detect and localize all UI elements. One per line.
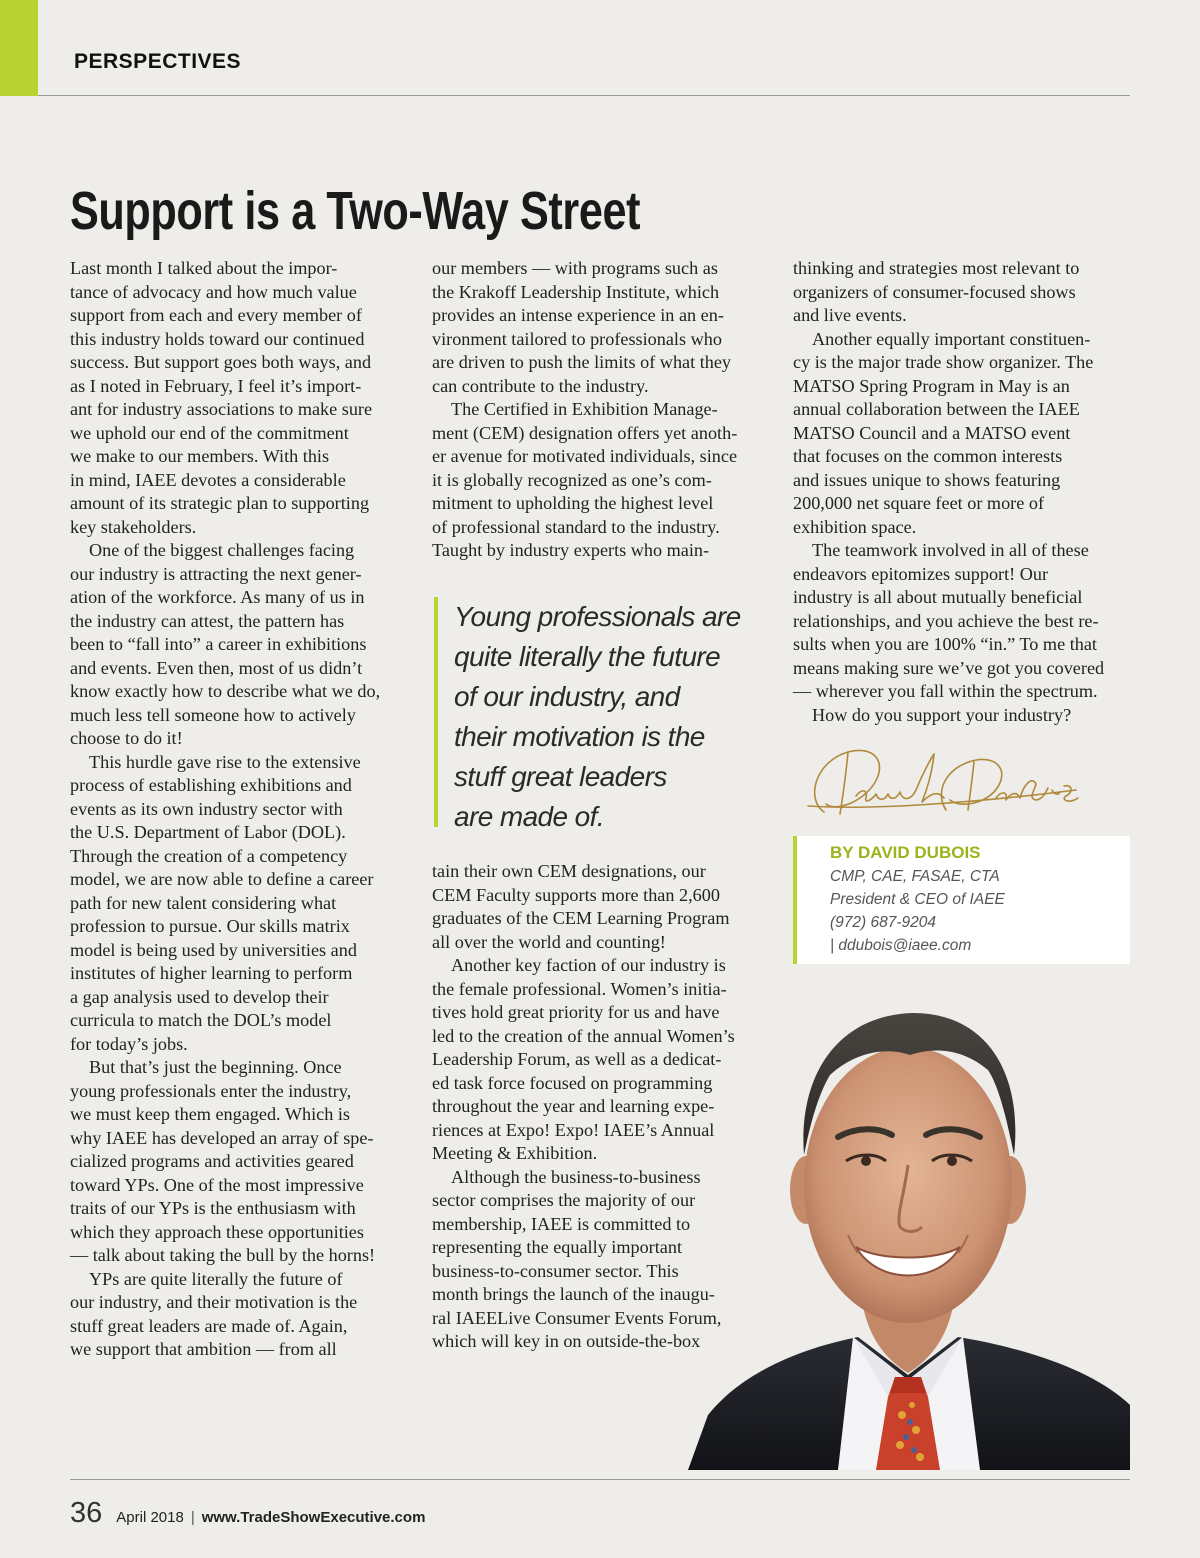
article-text-line: tance of advocacy and how much value xyxy=(70,281,357,302)
article-text-line: tain their own CEM designations, our xyxy=(432,861,706,881)
issue-date: April 2018 xyxy=(116,1509,184,1526)
article-text-line: the Krakoff Leadership Institute, which xyxy=(432,281,720,302)
author-phone: (972) 687-9204 xyxy=(830,914,936,931)
article-text-line: our members — with programs such as xyxy=(432,258,718,278)
article-text-line: and issues unique to shows featuring xyxy=(793,469,1061,490)
article-text-line: the female professional. Women’s initia- xyxy=(432,978,727,999)
article-text-line: throughout the year and learning expe- xyxy=(432,1096,715,1116)
article-text-line: Although the business-to-business xyxy=(451,1166,701,1187)
article-text-line: a gap analysis used to develop their xyxy=(70,986,329,1007)
article-text-line: ment (CEM) designation offers yet anoth- xyxy=(432,422,738,443)
article-text-line: the industry can attest, the pattern has xyxy=(70,610,345,631)
article-text-line: for today’s jobs. xyxy=(70,1033,188,1054)
article-text-line: How do you support your industry? xyxy=(812,704,1072,725)
author-name: BY DAVID DUBOIS xyxy=(830,843,981,862)
article-text-line: and live events. xyxy=(793,305,907,325)
article-text-line: means making sure we’ve got you covered xyxy=(793,657,1105,678)
article-text-line: YPs are quite literally the future of xyxy=(89,1268,343,1289)
article-text-line: One of the biggest challenges facing xyxy=(89,540,355,560)
pull-quote-line: their motivation is the xyxy=(454,721,705,752)
article-text-line: all over the world and counting! xyxy=(432,931,666,952)
article-text-line: we must keep them engaged. Which is xyxy=(70,1104,350,1124)
page-number: 36 xyxy=(70,1497,103,1529)
article-text-line: The Certified in Exhibition Manage- xyxy=(451,399,718,419)
author-email: | ddubois@iaee.com xyxy=(830,937,972,954)
article-text-line: vironment tailored to professionals who xyxy=(432,328,722,349)
article-text-line: ed task force focused on programming xyxy=(432,1072,713,1093)
article-text-line: been to “fall into” a career in exhibitions xyxy=(70,634,367,654)
article-text-line: we uphold our end of the commitment xyxy=(70,422,349,443)
article-text-line: MATSO Council and a MATSO event xyxy=(793,422,1071,443)
article-text-line: representing the equally important xyxy=(432,1237,682,1257)
article-text-line: are driven to push the limits of what they xyxy=(432,352,732,372)
article-text-line: relationships, and you achieve the best re- xyxy=(793,610,1099,631)
article-text-line: month brings the launch of the inaugu- xyxy=(432,1284,715,1304)
page-footer xyxy=(70,1497,425,1530)
article-text-line: Another equally important constituen- xyxy=(812,328,1091,349)
article-text-line: events as its own industry sector with xyxy=(70,798,343,819)
article-text-line: key stakeholders. xyxy=(70,516,197,537)
article-text-line: model, we are now able to define a career xyxy=(70,869,374,889)
article-text-line: our industry, and their motivation is the xyxy=(70,1292,358,1312)
footer-separator: | xyxy=(190,1509,195,1526)
article-text-line: Meeting & Exhibition. xyxy=(432,1143,598,1163)
article-title: Support is a Two-Way Street xyxy=(70,181,641,241)
article-text-line: Another key faction of our industry is xyxy=(451,955,726,975)
author-byline xyxy=(793,836,1130,964)
article-text-line: thinking and strategies most relevant to xyxy=(793,258,1080,278)
article-text-line: This hurdle gave rise to the extensive xyxy=(89,751,361,772)
article-text-line: mitment to upholding the highest level xyxy=(432,493,714,513)
pull-quote-line: are made of. xyxy=(454,801,604,832)
article-text-line: in mind, IAEE devotes a considerable xyxy=(70,469,346,490)
article-text-line: 200,000 net square feet or more of xyxy=(793,493,1045,513)
footer-divider xyxy=(70,1479,1130,1480)
article-text-line: process of establishing exhibitions and xyxy=(70,775,352,795)
article-text-line: curricula to match the DOL’s model xyxy=(70,1010,332,1030)
article-text-line: er avenue for motivated individuals, since xyxy=(432,446,738,466)
article-text-line: of professional standard to the industry. xyxy=(432,516,720,537)
article-text-line: we support that ambition — from all xyxy=(70,1339,337,1359)
article-text-line: toward YPs. One of the most impressive xyxy=(70,1174,364,1195)
article-text-line: cy is the major trade show organizer. The xyxy=(793,352,1094,372)
article-text-line: why IAEE has developed an array of spe- xyxy=(70,1127,374,1148)
article-text-line: endeavors epitomizes support! Our xyxy=(793,563,1049,584)
author-portrait-icon xyxy=(688,985,1130,1470)
article-text-line: MATSO Spring Program in May is an xyxy=(793,375,1070,396)
section-label: PERSPECTIVES xyxy=(74,50,242,73)
article-text-line: annual collaboration between the IAEE xyxy=(793,399,1080,419)
article-text-line: as I noted in February, I feel it’s import- xyxy=(70,375,362,396)
article-text-line: business-to-consumer sector. This xyxy=(432,1260,679,1281)
article-text-line: institutes of higher learning to perform xyxy=(70,963,353,983)
article-text-line: organizers of consumer-focused shows xyxy=(793,281,1076,302)
pull-quote-line: of our industry, and xyxy=(454,681,680,712)
article-column-2-top xyxy=(432,257,737,563)
article-text-line: traits of our YPs is the enthusiasm with xyxy=(70,1198,356,1218)
pull-quote-line: Young professionals are xyxy=(454,601,741,632)
article-text-line: path for new talent considering what xyxy=(70,892,337,913)
article-text-line: and events. Even then, most of us didn’t xyxy=(70,657,363,678)
article-text-line: sults when you are 100% “in.” To me that xyxy=(793,634,1097,654)
article-text-line: led to the creation of the annual Women’s xyxy=(432,1025,735,1046)
article-text-line: support from each and every member of xyxy=(70,305,362,325)
article-text-line: ant for industry associations to make sure xyxy=(70,399,373,419)
article-text-line: choose to do it! xyxy=(70,728,183,748)
article-text-line: know exactly how to describe what we do, xyxy=(70,681,381,701)
article-text-line: our industry is attracting the next gener- xyxy=(70,563,362,584)
article-text-line: industry is all about mutually beneficial xyxy=(793,587,1083,607)
article-text-line: this industry holds toward our continued xyxy=(70,328,365,349)
article-text-line: much less tell someone how to actively xyxy=(70,704,356,725)
article-text-line: amount of its strategic plan to supporting xyxy=(70,493,370,513)
article-text-line: which they approach these opportunities xyxy=(70,1221,364,1242)
article-text-line: exhibition space. xyxy=(793,516,917,537)
article-text-line: model is being used by universities and xyxy=(70,939,357,960)
article-column-3 xyxy=(793,257,1104,727)
article-text-line: sector comprises the majority of our xyxy=(432,1190,696,1210)
pull-quote-line: stuff great leaders xyxy=(454,761,667,792)
article-text-line: — wherever you fall within the spectrum. xyxy=(793,681,1098,701)
website-link[interactable]: www.TradeShowExecutive.com xyxy=(201,1509,426,1526)
signature-icon xyxy=(796,740,1086,830)
author-credentials: CMP, CAE, FASAE, CTA xyxy=(830,868,1000,885)
pull-quote-line: quite literally the future xyxy=(454,641,721,672)
article-text-line: — talk about taking the bull by the horns! xyxy=(70,1245,376,1265)
article-text-line: The teamwork involved in all of these xyxy=(812,540,1089,560)
article-text-line: profession to pursue. Our skills matrix xyxy=(70,916,350,936)
article-column-1 xyxy=(70,257,380,1362)
article-text-line: provides an intense experience in an en- xyxy=(432,305,724,325)
article-text-line: the U.S. Department of Labor (DOL). xyxy=(70,822,346,842)
article-text-line: which will key in on outside-the-box xyxy=(432,1331,701,1351)
author-title: President & CEO of IAEE xyxy=(830,891,1005,908)
article-text-line: we make to our members. With this xyxy=(70,446,330,466)
article-text-line: Through the creation of a competency xyxy=(70,845,348,866)
article-text-line: Last month I talked about the impor- xyxy=(70,258,338,278)
article-text-line: it is globally recognized as one’s com- xyxy=(432,469,712,490)
article-text-line: graduates of the CEM Learning Program xyxy=(432,908,730,928)
header-accent-bar xyxy=(0,0,38,96)
article-text-line: membership, IAEE is committed to xyxy=(432,1213,691,1234)
article-text-line: Leadership Forum, as well as a dedicat- xyxy=(432,1049,722,1069)
article-text-line: CEM Faculty supports more than 2,600 xyxy=(432,884,720,905)
pull-quote xyxy=(434,597,754,832)
article-text-line: But that’s just the beginning. Once xyxy=(89,1057,342,1077)
article-text-line: ation of the workforce. As many of us in xyxy=(70,587,365,607)
article-text-line: can contribute to the industry. xyxy=(432,375,649,396)
article-text-line: riences at Expo! Expo! IAEE’s Annual xyxy=(432,1119,715,1140)
header-divider xyxy=(38,95,1130,96)
article-text-line: ral IAEELive Consumer Events Forum, xyxy=(432,1307,722,1328)
article-text-line: stuff great leaders are made of. Again, xyxy=(70,1315,348,1336)
article-text-line: that focuses on the common interests xyxy=(793,446,1063,466)
article-text-line: tives hold great priority for us and have xyxy=(432,1002,720,1022)
article-text-line: Taught by industry experts who main- xyxy=(432,540,710,560)
article-text-line: cialized programs and activities geared xyxy=(70,1151,354,1171)
article-text-line: young professionals enter the industry, xyxy=(70,1080,352,1101)
article-text-line: success. But support goes both ways, and xyxy=(70,352,372,372)
